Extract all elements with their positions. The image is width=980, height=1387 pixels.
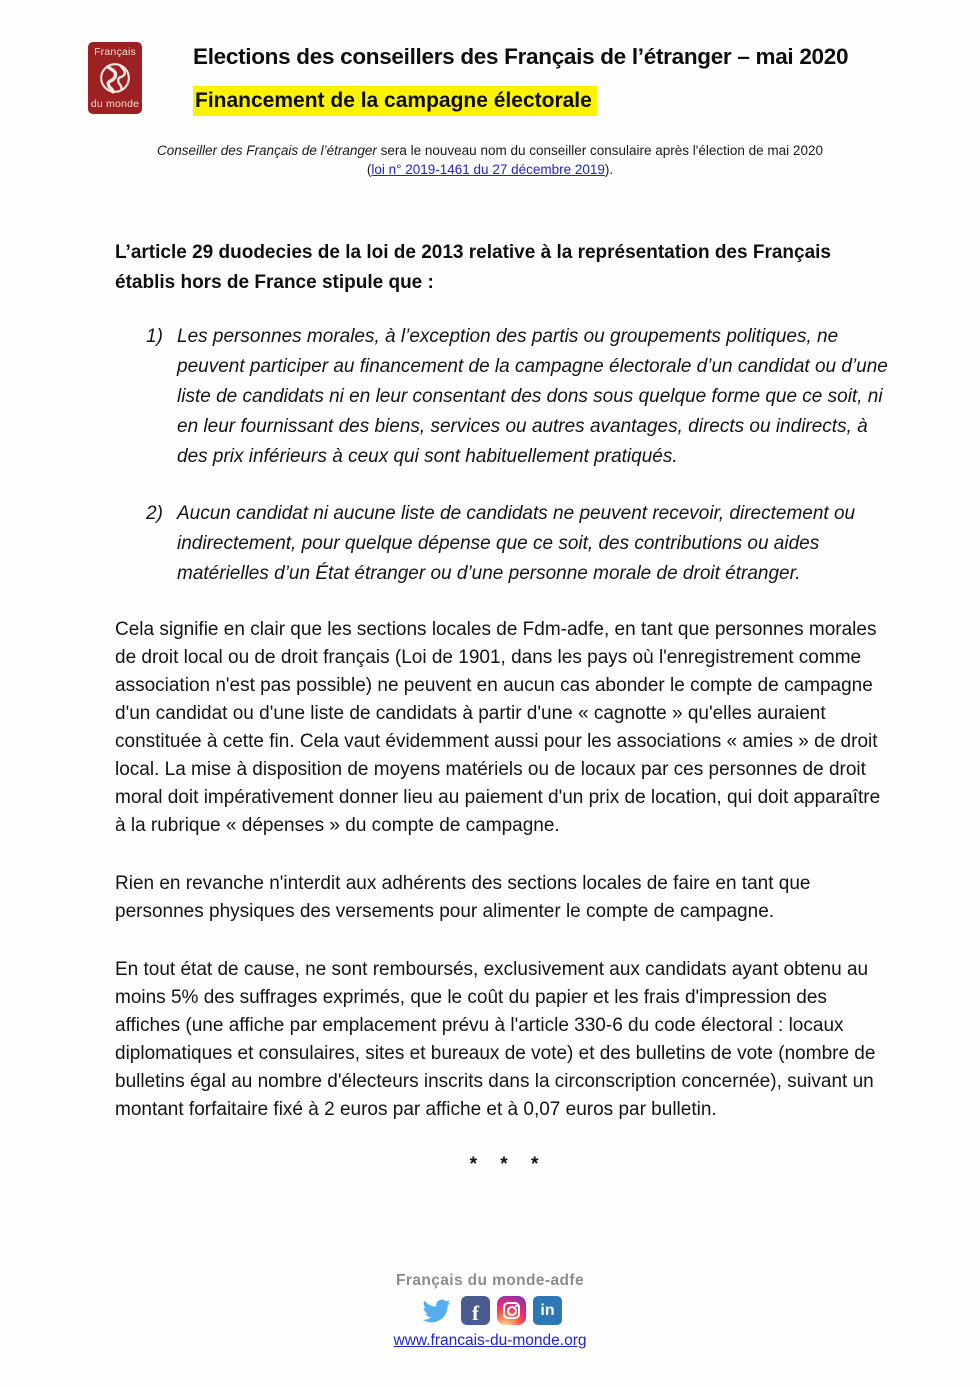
page-title: Elections des conseillers des Français de l’étranger – mai 2020 — [193, 44, 849, 69]
list-item-text: Aucun candidat ni aucune liste de candidats ne peuvent recevoir, directement ou indirectement, pour quelque dépense que ce soit, des contributions ou aides matérielles d’un État étranger ou d’une personne morale de droit étranger. — [177, 503, 856, 584]
globe-icon — [98, 60, 132, 96]
social-icons-row — [0, 1295, 980, 1326]
document-body — [115, 238, 893, 1176]
list-item — [115, 499, 893, 589]
list-item-number: 1) — [146, 326, 163, 347]
twitter-icon[interactable] — [418, 1296, 454, 1325]
instagram-icon[interactable] — [497, 1296, 526, 1325]
logo-text-top: Français — [94, 46, 136, 58]
francais-du-monde-logo — [88, 42, 142, 114]
page-footer — [0, 1272, 980, 1350]
header — [193, 44, 964, 113]
note-paren-close: ). — [604, 162, 614, 177]
note-italic-text: Conseiller des Français de l’étranger — [157, 143, 377, 158]
facebook-icon[interactable]: f — [461, 1296, 490, 1325]
camera-glyph — [503, 1302, 520, 1319]
body-paragraph-2: Rien en revanche n'interdit aux adhérents des sections locales de faire en tant que personnes physiques des versements pour alimenter le compte de campagne. — [115, 873, 811, 922]
logo-text-bottom: du monde — [90, 98, 140, 110]
list-item-text: Les personnes morales, à l’exception des partis ou groupements politiques, ne peuvent participer au financement de la campagne électorale d’un candidat ou d’une liste de candidats ni en leur consentant des dons sous quelque forme que ce soit, ni en leur fournissant des biens, services ou autres avantages, directs ou indirects, à des prix inférieurs à ceux qui sont habituellement pratiqués. — [177, 326, 888, 467]
section-separator: * * * — [469, 1154, 548, 1175]
list-item-number: 2) — [146, 503, 163, 524]
footer-org-name: Français du monde-adfe — [396, 1272, 584, 1289]
list-item — [115, 322, 893, 472]
note-regular-text: sera le nouveau nom du conseiller consulaire après l'élection de mai 2020 — [376, 143, 823, 158]
law-link[interactable]: loi n° 2019-1461 du 27 décembre 2019 — [371, 162, 605, 177]
body-paragraph-1: Cela signifie en clair que les sections locales de Fdm-adfe, en tant que personnes morales de droit local ou de droit français (Loi de 1901, dans les pays où l'enregistrement comme association n'est pas possible) ne peuvent en aucun cas abonder le compte de campagne d'un candidat ou d'une liste de candidats à partir d'une « cagnotte » qu'elles auraient constituée à cette fin. Cela vaut évidemment aussi pour les associations « amies » de droit local. La mise à disposition de moyens matériels ou de locaux par ces personnes de droit moral doit impérativement donner lieu au paiement d'un prix de location, qui doit apparaître à la rubrique « dépenses » du compte de campagne. — [115, 619, 881, 836]
page-subtitle: Financement de la campagne électorale — [193, 86, 597, 116]
linkedin-icon[interactable]: in — [533, 1296, 562, 1325]
intro-paragraph: L’article 29 duodecies de la loi de 2013 relative à la représentation des Français établis hors de France stipule que : — [115, 242, 831, 293]
note-paren-open: ( — [366, 162, 372, 177]
note — [0, 141, 980, 179]
body-paragraph-3: En tout état de cause, ne sont remboursés, exclusivement aux candidats ayant obtenu au moins 5% des suffrages exprimés, que le coût du papier et les frais d'impression des affiches (une affiche par emplacement prévu à l'article 330-6 du code électoral : locaux diplomatiques et consulaires, sites et bureaux de vote) et des bulletins de vote (nombre de bulletins égal au nombre d'électeurs inscrits dans la circonscription concernée), suivant un montant forfaitaire fixé à 2 euros par affiche et à 0,07 euros par bulletin. — [115, 959, 876, 1120]
website-link[interactable]: www.francais-du-monde.org — [393, 1332, 587, 1349]
